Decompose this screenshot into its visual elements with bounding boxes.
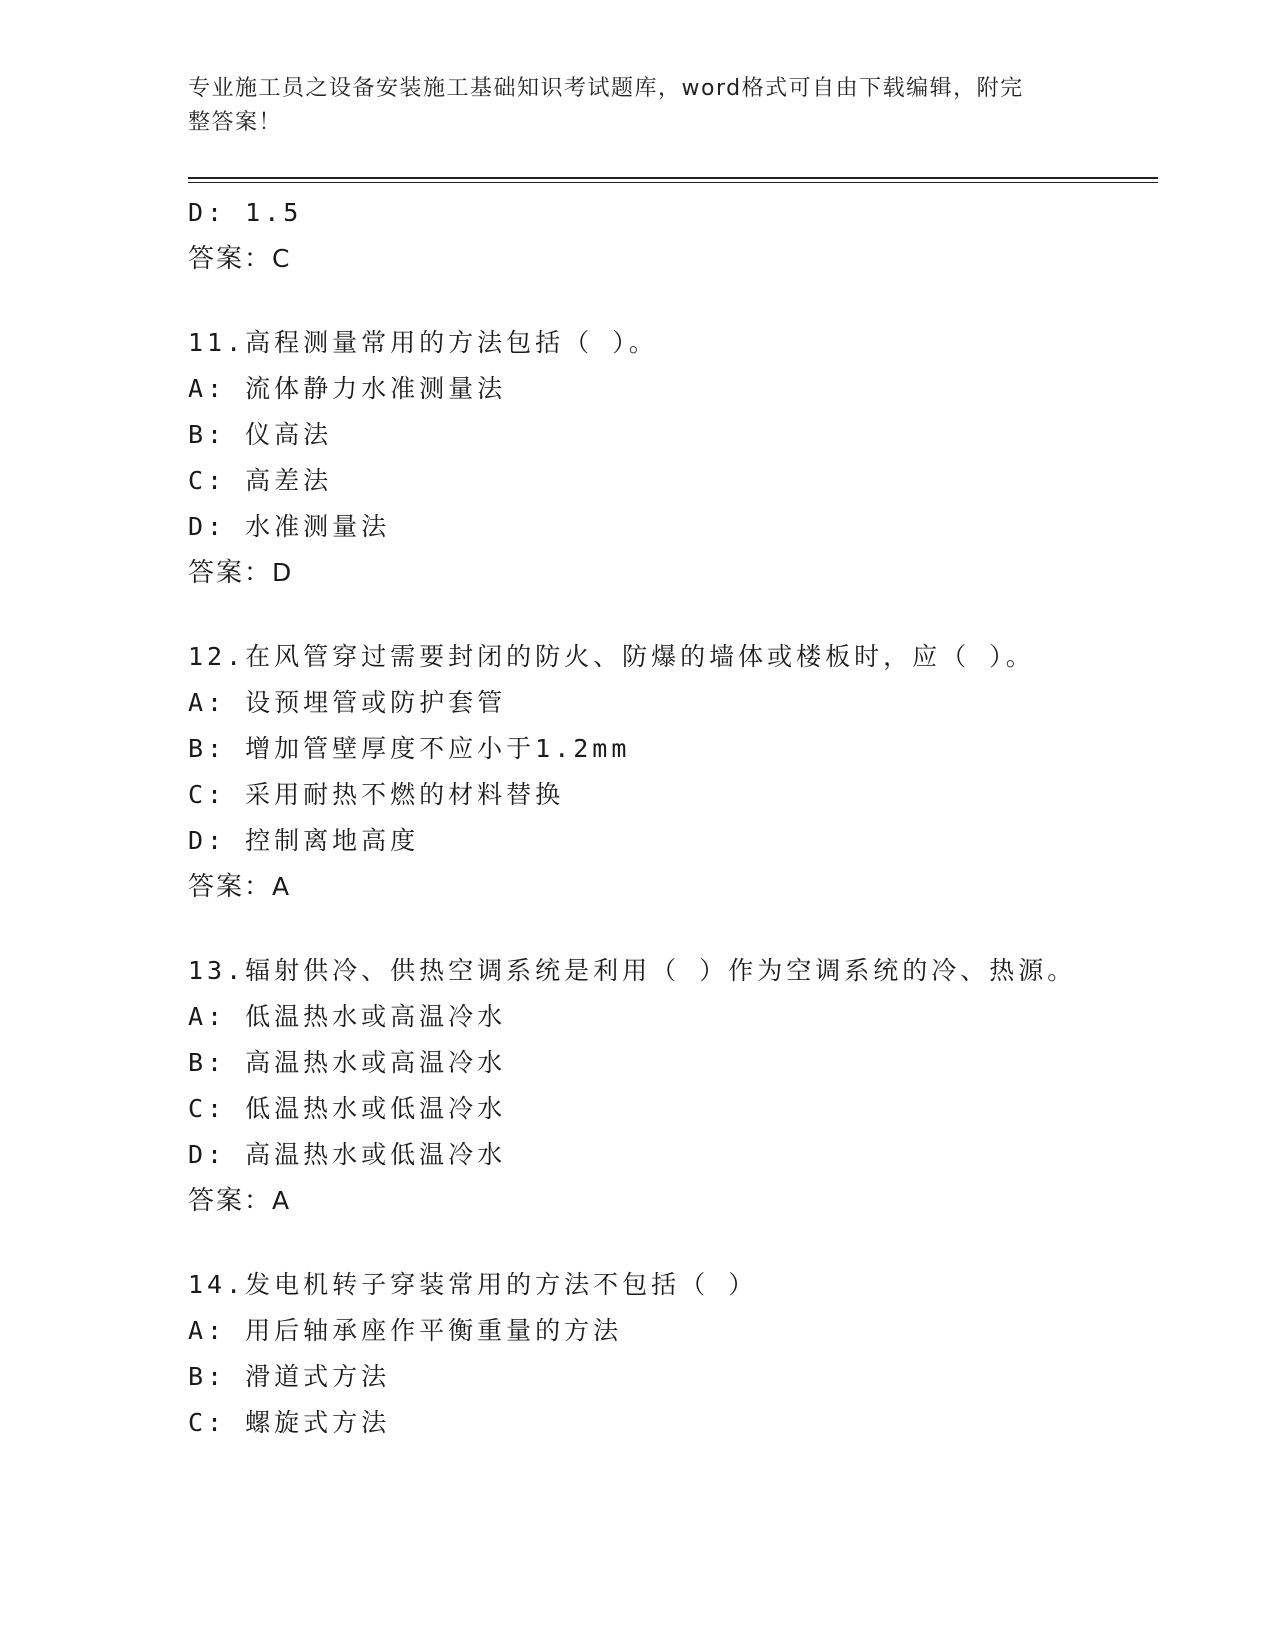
header-line-1: 专业施工员之设备安装施工基础知识考试题库，word格式可自由下载编辑，附完 — [188, 76, 1024, 101]
answer-value: A — [272, 872, 290, 901]
option-d: D: 水准测量法 — [188, 512, 391, 541]
option-a: A: 设预埋管或防护套管 — [188, 688, 507, 717]
option-d: D: 高温热水或低温冷水 — [188, 1140, 507, 1169]
question-prev — [188, 190, 1158, 282]
answer — [188, 550, 1158, 596]
answer-value: A — [272, 1186, 290, 1215]
option-d: D: 1.5 — [188, 198, 303, 227]
answer-label: 答案： — [188, 558, 273, 588]
option-c: C: 螺旋式方法 — [188, 1408, 391, 1437]
header-line-2: 整答案！ — [188, 110, 283, 135]
question-stem: 11.高程测量常用的方法包括（ ）。 — [188, 328, 658, 357]
header-rule-thick — [188, 177, 1158, 179]
option-a: A: 用后轴承座作平衡重量的方法 — [188, 1316, 623, 1345]
option-c: C: 低温热水或低温冷水 — [188, 1094, 507, 1123]
question-13 — [188, 948, 1158, 1224]
option-c: C: 采用耐热不燃的材料替换 — [188, 780, 565, 809]
option-a: A: 低温热水或高温冷水 — [188, 1002, 507, 1031]
answer-label: 答案： — [188, 1186, 273, 1216]
answer — [188, 864, 1158, 910]
answer — [188, 236, 1158, 282]
option-d: D: 控制离地高度 — [188, 826, 420, 855]
option-a: A: 流体静力水准测量法 — [188, 374, 507, 403]
answer-label: 答案： — [188, 244, 273, 274]
answer-value: C — [272, 244, 290, 273]
question-stem: 13.辐射供冷、供热空调系统是利用（ ）作为空调系统的冷、热源。 — [188, 956, 1077, 985]
question-list — [188, 190, 1158, 1446]
option-b: B: 增加管壁厚度不应小于1.2mm — [188, 734, 631, 763]
document-header — [188, 72, 1068, 140]
answer — [188, 1178, 1158, 1224]
question-stem: 14.发电机转子穿装常用的方法不包括（ ） — [188, 1270, 758, 1299]
question-stem: 12.在风管穿过需要封闭的防火、防爆的墙体或楼板时，应（ ）。 — [188, 642, 1035, 671]
option-b: B: 高温热水或高温冷水 — [188, 1048, 507, 1077]
question-11 — [188, 320, 1158, 596]
option-b: B: 仪高法 — [188, 420, 333, 449]
option-c: C: 高差法 — [188, 466, 333, 495]
header-rule-thin — [188, 182, 1158, 183]
question-14 — [188, 1262, 1158, 1446]
answer-value: D — [272, 558, 292, 587]
option-b: B: 滑道式方法 — [188, 1362, 391, 1391]
answer-label: 答案： — [188, 872, 273, 902]
question-12 — [188, 634, 1158, 910]
